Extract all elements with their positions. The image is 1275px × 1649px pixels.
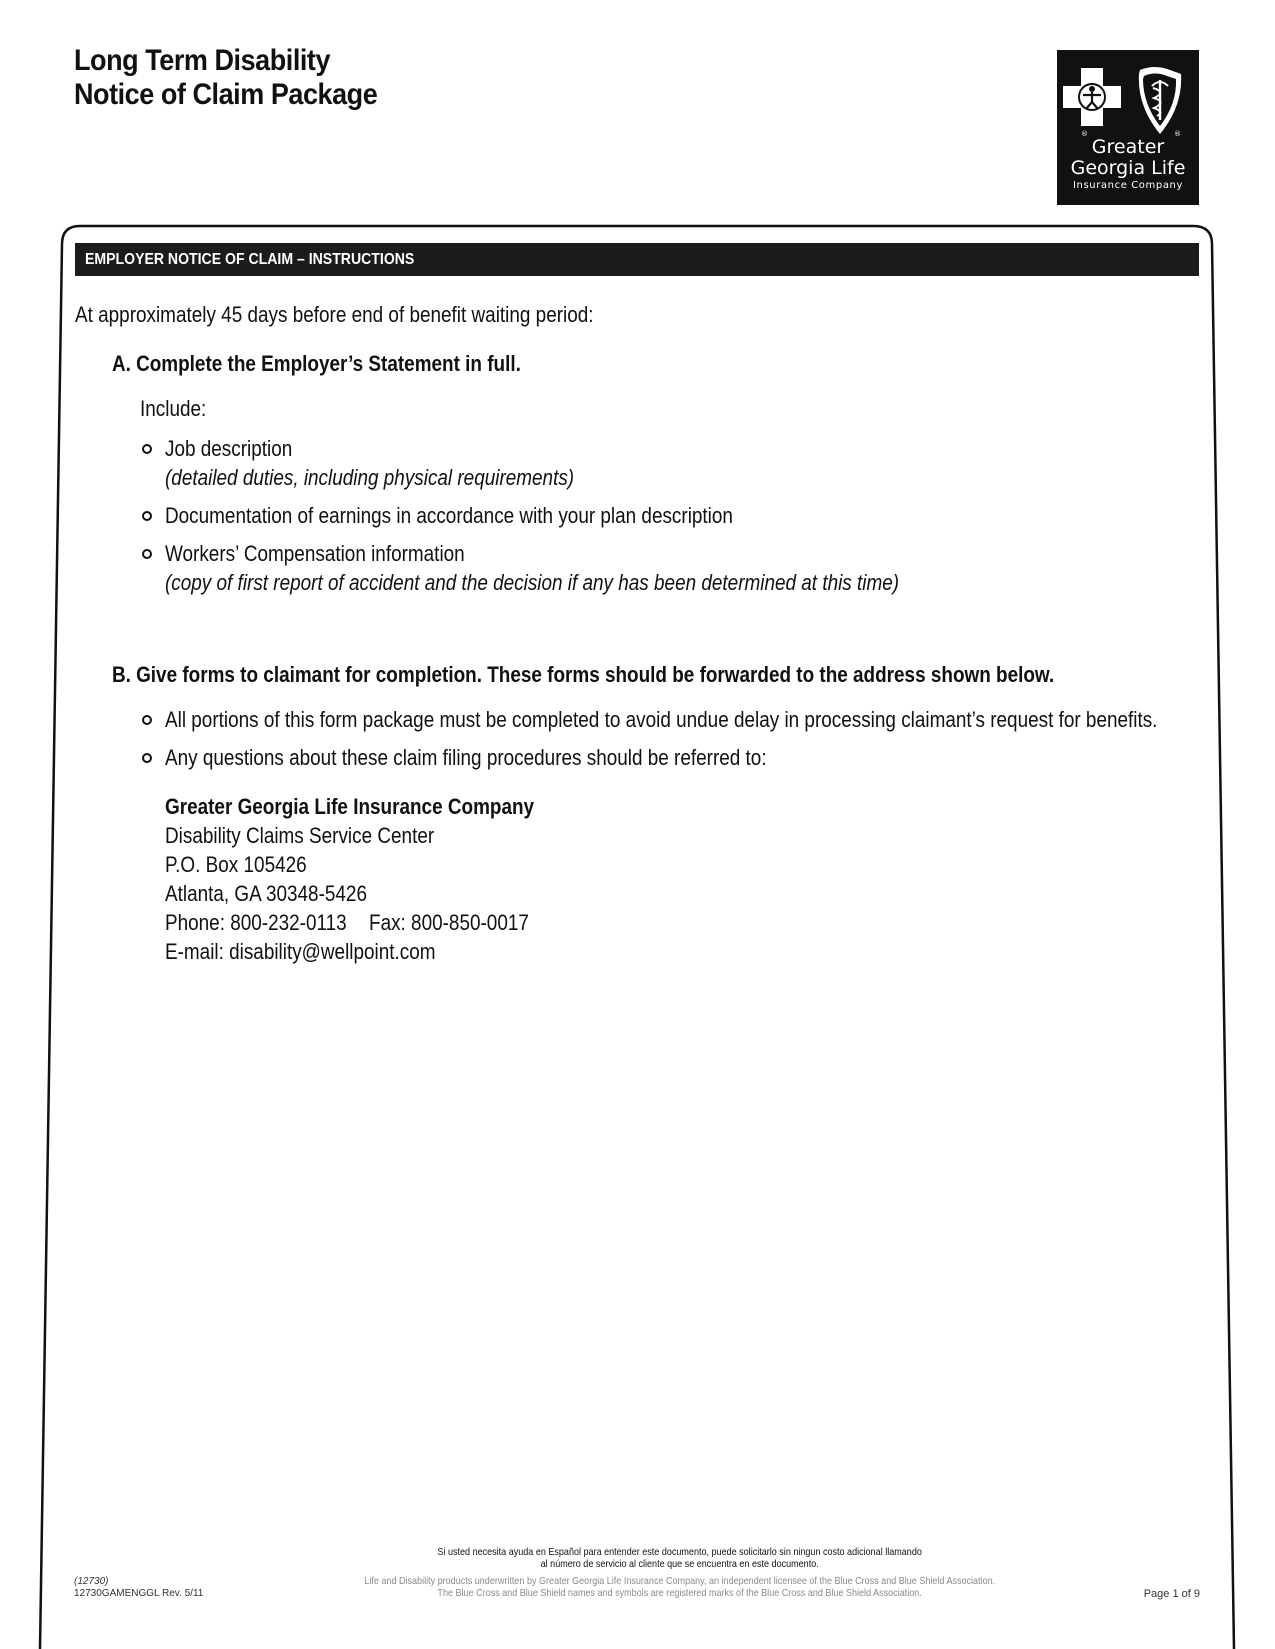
fax-number: Fax: 800-850-0017 [369, 910, 529, 935]
city-state-zip: Atlanta, GA 30348-5426 [165, 881, 367, 906]
bullet-icon [142, 753, 152, 763]
section-b [75, 659, 1205, 966]
logo-line-3: Insurance Company [1072, 180, 1183, 191]
company-name: Greater Georgia Life Insurance Company [165, 794, 535, 819]
list-item: Documentation of earnings in accordance with your plan description [140, 501, 1205, 530]
spanish-line-2: al número de servicio al cliente que se encuentra en este documento. [540, 1558, 820, 1570]
section-header-bar [75, 243, 1199, 276]
reg-mark-2: ® [1174, 130, 1181, 138]
list-item: Workers’ Compensation information (copy of first report of accident and the decision if any has been determined at this time) [140, 539, 1205, 597]
bullet-icon [142, 549, 152, 559]
list-item: All portions of this form package must be completed to avoid undue delay in processing claimant’s request for benefits. [140, 705, 1205, 734]
form-code-italic: (12730) [74, 1576, 109, 1587]
bullet-icon [142, 715, 152, 725]
greater-georgia-life-logo [1057, 50, 1199, 205]
include-label: Include: [140, 396, 207, 421]
logo-line-2: Georgia Life [1070, 157, 1186, 179]
list-item-note: (copy of first report of accident and the decision if any has been determined at this time) [165, 570, 900, 595]
section-a [75, 348, 1205, 597]
document-title [74, 44, 377, 112]
spanish-notice [300, 1546, 1060, 1570]
title-line-2: Notice of Claim Package [74, 78, 378, 111]
legal-notice [300, 1575, 1060, 1599]
form-code [74, 1576, 203, 1600]
bullet-icon [142, 444, 152, 454]
instructions-content [75, 298, 1205, 966]
bullet-icon [142, 511, 152, 521]
title-line-1: Long Term Disability [74, 44, 331, 77]
spanish-line-1: Si usted necesita ayuda en Español para entender este documento, puede solicitarlo sin ningun costo adicional llamando [437, 1546, 923, 1558]
logo-line-1: Greater [1091, 136, 1165, 158]
list-item-note: (detailed duties, including physical requirements) [165, 465, 575, 490]
section-header-text: EMPLOYER NOTICE OF CLAIM – INSTRUCTIONS [85, 251, 415, 268]
phone-number: Phone: 800-232-0113 [165, 910, 347, 935]
section-b-list [140, 705, 1205, 772]
list-item: Any questions about these claim filing procedures should be referred to: [140, 743, 1205, 772]
section-b-heading-text: Give forms to claimant for completion. These forms should be forwarded to the address shown below. [136, 662, 1055, 687]
section-a-list [140, 434, 1205, 597]
claims-address [165, 792, 1205, 966]
legal-line-1: Life and Disability products underwritten by Greater Georgia Life Insurance Company, an independent licensee of the Blue Cross and Blue Shield Association. [364, 1575, 996, 1587]
section-a-heading [112, 348, 1205, 380]
section-b-letter: B. [112, 662, 131, 687]
email-address[interactable]: E-mail: disability@wellpoint.com [165, 939, 436, 964]
section-b-heading [112, 659, 1205, 691]
blue-shield-icon [1139, 67, 1181, 134]
department: Disability Claims Service Center [165, 823, 435, 848]
reg-mark-1: ® [1081, 130, 1088, 138]
blue-cross-icon [1063, 68, 1121, 126]
intro-text: At approximately 45 days before end of benefit waiting period: [75, 302, 594, 327]
form-code-revision: 12730GAMENGGL Rev. 5/11 [74, 1588, 204, 1599]
section-a-heading-text: Complete the Employer’s Statement in full. [136, 351, 521, 376]
page-number: Page 1 of 9 [1143, 1588, 1200, 1600]
legal-line-2: The Blue Cross and Blue Shield names and symbols are registered marks of the Blue Cross and Blue Shield Association. [437, 1587, 923, 1599]
section-a-letter: A. [112, 351, 131, 376]
list-item: Job description (detailed duties, including physical requirements) [140, 434, 1205, 492]
po-box: P.O. Box 105426 [165, 852, 307, 877]
